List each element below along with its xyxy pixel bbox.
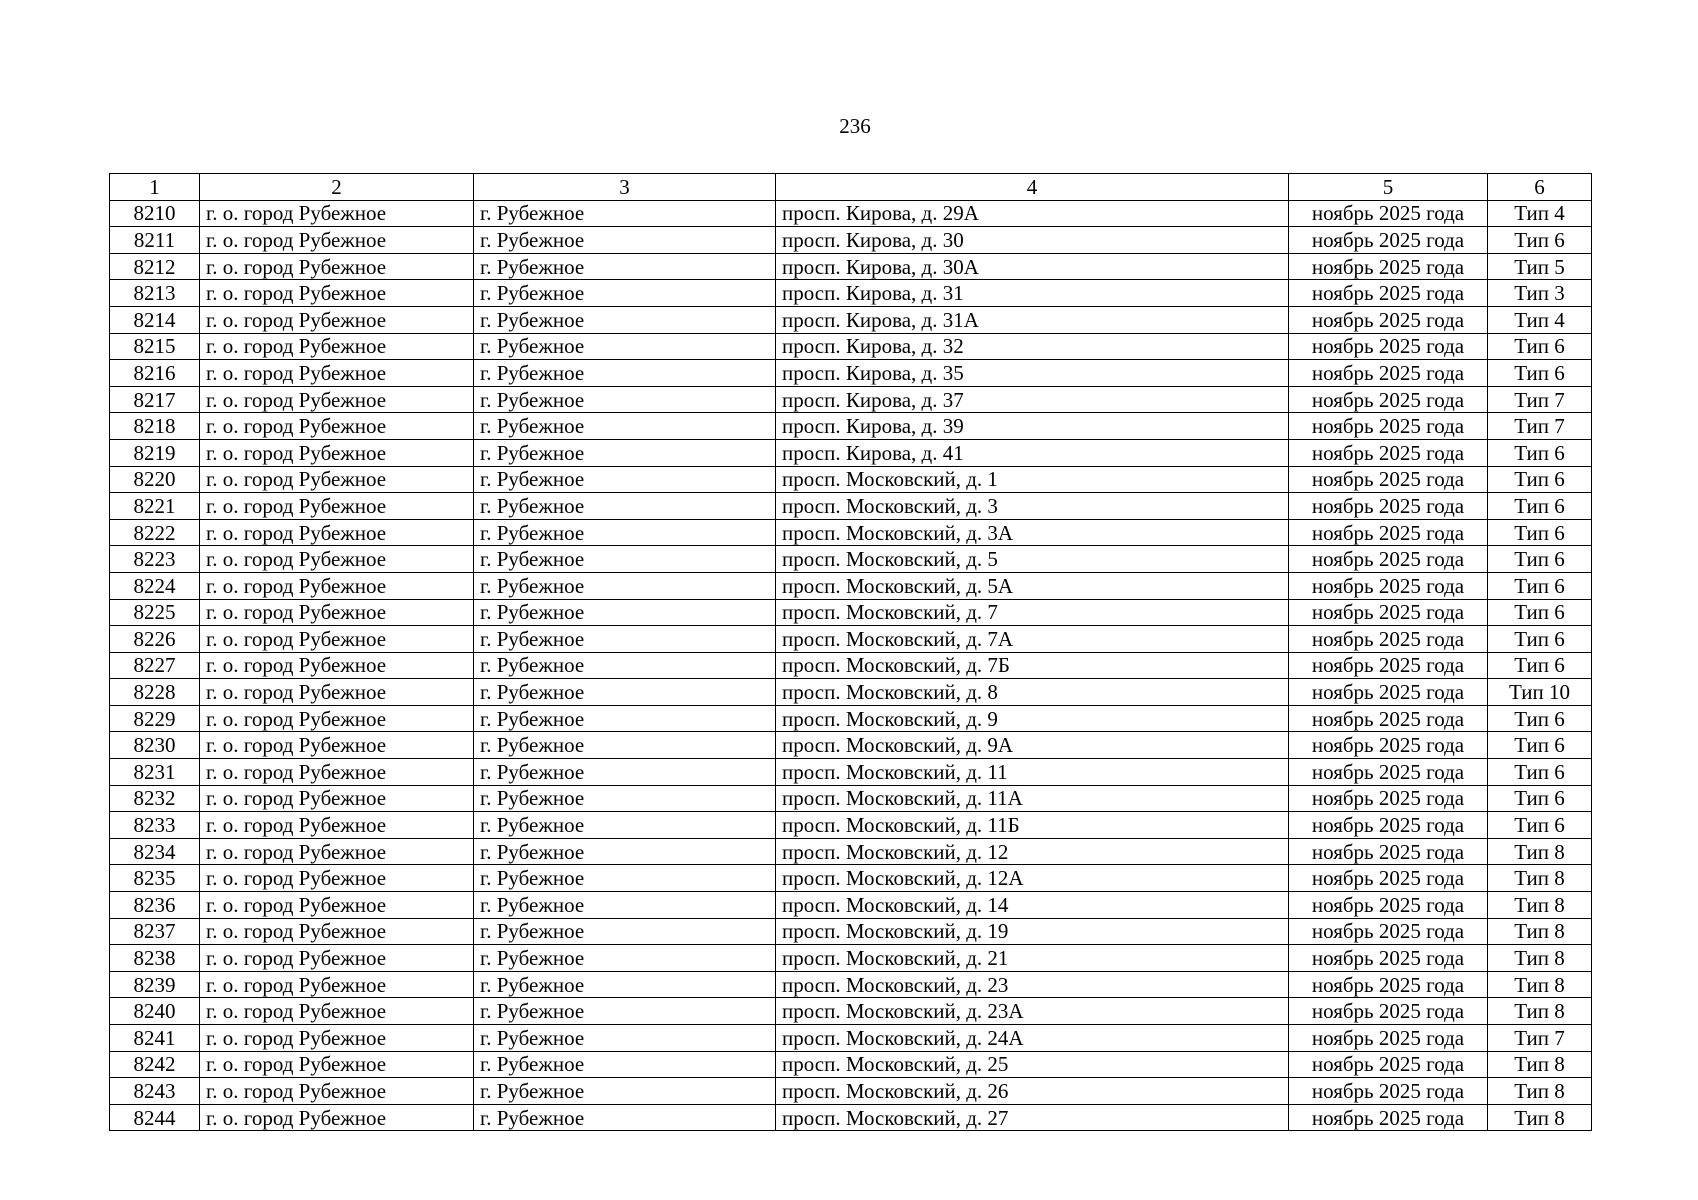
city-cell: г. Рубежное <box>474 519 776 546</box>
city-cell: г. Рубежное <box>474 652 776 679</box>
city-cell: г. Рубежное <box>474 333 776 360</box>
type-cell: Тип 6 <box>1488 812 1592 839</box>
column-header: 1 <box>110 174 200 201</box>
address-cell: просп. Московский, д. 9А <box>776 732 1289 759</box>
district-cell: г. о. город Рубежное <box>200 1078 474 1105</box>
row-number: 8216 <box>110 360 200 387</box>
district-cell: г. о. город Рубежное <box>200 945 474 972</box>
date-cell: ноябрь 2025 года <box>1289 626 1488 653</box>
date-cell: ноябрь 2025 года <box>1289 679 1488 706</box>
date-cell: ноябрь 2025 года <box>1289 413 1488 440</box>
type-cell: Тип 4 <box>1488 306 1592 333</box>
address-cell: просп. Кирова, д. 39 <box>776 413 1289 440</box>
district-cell: г. о. город Рубежное <box>200 413 474 440</box>
table-row <box>110 280 1592 307</box>
address-cell: просп. Московский, д. 11Б <box>776 812 1289 839</box>
type-cell: Тип 8 <box>1488 1104 1592 1131</box>
date-cell: ноябрь 2025 года <box>1289 732 1488 759</box>
register-table <box>109 173 1592 1131</box>
district-cell: г. о. город Рубежное <box>200 253 474 280</box>
table-row <box>110 759 1592 786</box>
city-cell: г. Рубежное <box>474 1051 776 1078</box>
row-number: 8225 <box>110 599 200 626</box>
address-cell: просп. Московский, д. 3 <box>776 493 1289 520</box>
district-cell: г. о. город Рубежное <box>200 1051 474 1078</box>
district-cell: г. о. город Рубежное <box>200 998 474 1025</box>
type-cell: Тип 8 <box>1488 971 1592 998</box>
address-cell: просп. Московский, д. 5А <box>776 572 1289 599</box>
table-row <box>110 918 1592 945</box>
row-number: 8242 <box>110 1051 200 1078</box>
date-cell: ноябрь 2025 года <box>1289 360 1488 387</box>
district-cell: г. о. город Рубежное <box>200 918 474 945</box>
district-cell: г. о. город Рубежное <box>200 227 474 254</box>
district-cell: г. о. город Рубежное <box>200 971 474 998</box>
type-cell: Тип 8 <box>1488 945 1592 972</box>
date-cell: ноябрь 2025 года <box>1289 227 1488 254</box>
address-cell: просп. Кирова, д. 31 <box>776 280 1289 307</box>
row-number: 8243 <box>110 1078 200 1105</box>
table-row <box>110 386 1592 413</box>
district-cell: г. о. город Рубежное <box>200 892 474 919</box>
type-cell: Тип 8 <box>1488 1051 1592 1078</box>
date-cell: ноябрь 2025 года <box>1289 998 1488 1025</box>
city-cell: г. Рубежное <box>474 439 776 466</box>
city-cell: г. Рубежное <box>474 998 776 1025</box>
row-number: 8224 <box>110 572 200 599</box>
table-row <box>110 493 1592 520</box>
type-cell: Тип 6 <box>1488 439 1592 466</box>
row-number: 8218 <box>110 413 200 440</box>
address-cell: просп. Кирова, д. 41 <box>776 439 1289 466</box>
date-cell: ноябрь 2025 года <box>1289 546 1488 573</box>
city-cell: г. Рубежное <box>474 918 776 945</box>
type-cell: Тип 6 <box>1488 466 1592 493</box>
district-cell: г. о. город Рубежное <box>200 838 474 865</box>
table-row <box>110 998 1592 1025</box>
district-cell: г. о. город Рубежное <box>200 812 474 839</box>
date-cell: ноябрь 2025 года <box>1289 785 1488 812</box>
row-number: 8227 <box>110 652 200 679</box>
address-cell: просп. Московский, д. 11А <box>776 785 1289 812</box>
row-number: 8233 <box>110 812 200 839</box>
district-cell: г. о. город Рубежное <box>200 546 474 573</box>
row-number: 8221 <box>110 493 200 520</box>
district-cell: г. о. город Рубежное <box>200 200 474 227</box>
date-cell: ноябрь 2025 года <box>1289 705 1488 732</box>
type-cell: Тип 8 <box>1488 865 1592 892</box>
type-cell: Тип 6 <box>1488 705 1592 732</box>
table-row <box>110 413 1592 440</box>
city-cell: г. Рубежное <box>474 1025 776 1052</box>
city-cell: г. Рубежное <box>474 785 776 812</box>
city-cell: г. Рубежное <box>474 360 776 387</box>
city-cell: г. Рубежное <box>474 1104 776 1131</box>
city-cell: г. Рубежное <box>474 599 776 626</box>
date-cell: ноябрь 2025 года <box>1289 1051 1488 1078</box>
address-cell: просп. Московский, д. 12А <box>776 865 1289 892</box>
city-cell: г. Рубежное <box>474 705 776 732</box>
district-cell: г. о. город Рубежное <box>200 599 474 626</box>
city-cell: г. Рубежное <box>474 759 776 786</box>
row-number: 8239 <box>110 971 200 998</box>
type-cell: Тип 6 <box>1488 360 1592 387</box>
district-cell: г. о. город Рубежное <box>200 1025 474 1052</box>
city-cell: г. Рубежное <box>474 466 776 493</box>
date-cell: ноябрь 2025 года <box>1289 1104 1488 1131</box>
date-cell: ноябрь 2025 года <box>1289 865 1488 892</box>
type-cell: Тип 8 <box>1488 892 1592 919</box>
district-cell: г. о. город Рубежное <box>200 386 474 413</box>
district-cell: г. о. город Рубежное <box>200 785 474 812</box>
city-cell: г. Рубежное <box>474 572 776 599</box>
table-row <box>110 1051 1592 1078</box>
row-number: 8214 <box>110 306 200 333</box>
district-cell: г. о. город Рубежное <box>200 679 474 706</box>
city-cell: г. Рубежное <box>474 253 776 280</box>
district-cell: г. о. город Рубежное <box>200 519 474 546</box>
table-row <box>110 519 1592 546</box>
city-cell: г. Рубежное <box>474 626 776 653</box>
table-row <box>110 599 1592 626</box>
address-cell: просп. Московский, д. 21 <box>776 945 1289 972</box>
type-cell: Тип 6 <box>1488 652 1592 679</box>
type-cell: Тип 3 <box>1488 280 1592 307</box>
type-cell: Тип 6 <box>1488 732 1592 759</box>
city-cell: г. Рубежное <box>474 227 776 254</box>
city-cell: г. Рубежное <box>474 732 776 759</box>
table-row <box>110 466 1592 493</box>
table-row <box>110 705 1592 732</box>
row-number: 8228 <box>110 679 200 706</box>
district-cell: г. о. город Рубежное <box>200 333 474 360</box>
date-cell: ноябрь 2025 года <box>1289 812 1488 839</box>
address-cell: просп. Московский, д. 14 <box>776 892 1289 919</box>
address-cell: просп. Кирова, д. 35 <box>776 360 1289 387</box>
address-cell: просп. Московский, д. 19 <box>776 918 1289 945</box>
district-cell: г. о. город Рубежное <box>200 1104 474 1131</box>
table-row <box>110 1025 1592 1052</box>
city-cell: г. Рубежное <box>474 838 776 865</box>
address-cell: просп. Кирова, д. 31А <box>776 306 1289 333</box>
city-cell: г. Рубежное <box>474 812 776 839</box>
city-cell: г. Рубежное <box>474 865 776 892</box>
date-cell: ноябрь 2025 года <box>1289 333 1488 360</box>
table-row <box>110 971 1592 998</box>
table-row <box>110 679 1592 706</box>
district-cell: г. о. город Рубежное <box>200 439 474 466</box>
row-number: 8223 <box>110 546 200 573</box>
address-cell: просп. Кирова, д. 32 <box>776 333 1289 360</box>
row-number: 8212 <box>110 253 200 280</box>
table-row <box>110 1104 1592 1131</box>
district-cell: г. о. город Рубежное <box>200 652 474 679</box>
district-cell: г. о. город Рубежное <box>200 572 474 599</box>
date-cell: ноябрь 2025 года <box>1289 200 1488 227</box>
row-number: 8238 <box>110 945 200 972</box>
address-cell: просп. Московский, д. 9 <box>776 705 1289 732</box>
row-number: 8235 <box>110 865 200 892</box>
table-row <box>110 812 1592 839</box>
table-row <box>110 360 1592 387</box>
type-cell: Тип 6 <box>1488 626 1592 653</box>
address-cell: просп. Московский, д. 7 <box>776 599 1289 626</box>
city-cell: г. Рубежное <box>474 200 776 227</box>
row-number: 8220 <box>110 466 200 493</box>
address-cell: просп. Московский, д. 26 <box>776 1078 1289 1105</box>
table-row <box>110 306 1592 333</box>
district-cell: г. о. город Рубежное <box>200 732 474 759</box>
district-cell: г. о. город Рубежное <box>200 280 474 307</box>
type-cell: Тип 8 <box>1488 918 1592 945</box>
row-number: 8244 <box>110 1104 200 1131</box>
row-number: 8230 <box>110 732 200 759</box>
district-cell: г. о. город Рубежное <box>200 705 474 732</box>
date-cell: ноябрь 2025 года <box>1289 918 1488 945</box>
row-number: 8210 <box>110 200 200 227</box>
type-cell: Тип 6 <box>1488 546 1592 573</box>
district-cell: г. о. город Рубежное <box>200 626 474 653</box>
city-cell: г. Рубежное <box>474 386 776 413</box>
row-number: 8234 <box>110 838 200 865</box>
address-cell: просп. Московский, д. 7А <box>776 626 1289 653</box>
type-cell: Тип 8 <box>1488 838 1592 865</box>
type-cell: Тип 6 <box>1488 759 1592 786</box>
type-cell: Тип 6 <box>1488 572 1592 599</box>
address-cell: просп. Кирова, д. 29А <box>776 200 1289 227</box>
type-cell: Тип 5 <box>1488 253 1592 280</box>
type-cell: Тип 8 <box>1488 1078 1592 1105</box>
address-cell: просп. Московский, д. 24А <box>776 1025 1289 1052</box>
address-cell: просп. Московский, д. 27 <box>776 1104 1289 1131</box>
city-cell: г. Рубежное <box>474 546 776 573</box>
table-row <box>110 652 1592 679</box>
date-cell: ноябрь 2025 года <box>1289 306 1488 333</box>
row-number: 8219 <box>110 439 200 466</box>
table-row <box>110 785 1592 812</box>
table-row <box>110 838 1592 865</box>
table-row <box>110 572 1592 599</box>
row-number: 8231 <box>110 759 200 786</box>
city-cell: г. Рубежное <box>474 493 776 520</box>
city-cell: г. Рубежное <box>474 1078 776 1105</box>
address-cell: просп. Московский, д. 8 <box>776 679 1289 706</box>
row-number: 8213 <box>110 280 200 307</box>
column-header: 5 <box>1289 174 1488 201</box>
row-number: 8226 <box>110 626 200 653</box>
address-cell: просп. Московский, д. 11 <box>776 759 1289 786</box>
address-cell: просп. Кирова, д. 30А <box>776 253 1289 280</box>
date-cell: ноябрь 2025 года <box>1289 945 1488 972</box>
type-cell: Тип 6 <box>1488 493 1592 520</box>
address-cell: просп. Московский, д. 25 <box>776 1051 1289 1078</box>
row-number: 8240 <box>110 998 200 1025</box>
district-cell: г. о. город Рубежное <box>200 360 474 387</box>
city-cell: г. Рубежное <box>474 892 776 919</box>
type-cell: Тип 6 <box>1488 519 1592 546</box>
type-cell: Тип 7 <box>1488 386 1592 413</box>
date-cell: ноябрь 2025 года <box>1289 280 1488 307</box>
city-cell: г. Рубежное <box>474 945 776 972</box>
table-row <box>110 892 1592 919</box>
header-row <box>110 174 1592 201</box>
row-number: 8237 <box>110 918 200 945</box>
table-row <box>110 333 1592 360</box>
column-header: 3 <box>474 174 776 201</box>
city-cell: г. Рубежное <box>474 280 776 307</box>
date-cell: ноябрь 2025 года <box>1289 1078 1488 1105</box>
date-cell: ноябрь 2025 года <box>1289 971 1488 998</box>
address-cell: просп. Московский, д. 1 <box>776 466 1289 493</box>
address-cell: просп. Кирова, д. 37 <box>776 386 1289 413</box>
date-cell: ноябрь 2025 года <box>1289 386 1488 413</box>
date-cell: ноябрь 2025 года <box>1289 519 1488 546</box>
date-cell: ноябрь 2025 года <box>1289 493 1488 520</box>
type-cell: Тип 6 <box>1488 227 1592 254</box>
table-row <box>110 546 1592 573</box>
city-cell: г. Рубежное <box>474 679 776 706</box>
date-cell: ноябрь 2025 года <box>1289 759 1488 786</box>
address-cell: просп. Кирова, д. 30 <box>776 227 1289 254</box>
column-header: 4 <box>776 174 1289 201</box>
city-cell: г. Рубежное <box>474 413 776 440</box>
table-row <box>110 1078 1592 1105</box>
date-cell: ноябрь 2025 года <box>1289 466 1488 493</box>
address-cell: просп. Московский, д. 7Б <box>776 652 1289 679</box>
district-cell: г. о. город Рубежное <box>200 759 474 786</box>
row-number: 8211 <box>110 227 200 254</box>
type-cell: Тип 6 <box>1488 333 1592 360</box>
address-cell: просп. Московский, д. 23А <box>776 998 1289 1025</box>
table-header <box>110 174 1592 201</box>
date-cell: ноябрь 2025 года <box>1289 652 1488 679</box>
table-row <box>110 439 1592 466</box>
type-cell: Тип 4 <box>1488 200 1592 227</box>
table-body <box>110 200 1592 1131</box>
type-cell: Тип 6 <box>1488 599 1592 626</box>
city-cell: г. Рубежное <box>474 971 776 998</box>
address-cell: просп. Московский, д. 5 <box>776 546 1289 573</box>
page-number: 236 <box>839 114 871 138</box>
date-cell: ноябрь 2025 года <box>1289 892 1488 919</box>
table-row <box>110 865 1592 892</box>
table-row <box>110 626 1592 653</box>
type-cell: Тип 10 <box>1488 679 1592 706</box>
type-cell: Тип 8 <box>1488 998 1592 1025</box>
row-number: 8241 <box>110 1025 200 1052</box>
column-header: 6 <box>1488 174 1592 201</box>
type-cell: Тип 6 <box>1488 785 1592 812</box>
date-cell: ноябрь 2025 года <box>1289 439 1488 466</box>
row-number: 8217 <box>110 386 200 413</box>
address-cell: просп. Московский, д. 23 <box>776 971 1289 998</box>
date-cell: ноябрь 2025 года <box>1289 572 1488 599</box>
table-row <box>110 945 1592 972</box>
table-row <box>110 227 1592 254</box>
row-number: 8236 <box>110 892 200 919</box>
table-row <box>110 732 1592 759</box>
address-cell: просп. Московский, д. 3А <box>776 519 1289 546</box>
district-cell: г. о. город Рубежное <box>200 466 474 493</box>
district-cell: г. о. город Рубежное <box>200 493 474 520</box>
row-number: 8222 <box>110 519 200 546</box>
row-number: 8232 <box>110 785 200 812</box>
city-cell: г. Рубежное <box>474 306 776 333</box>
table-row <box>110 200 1592 227</box>
district-cell: г. о. город Рубежное <box>200 306 474 333</box>
table-row <box>110 253 1592 280</box>
district-cell: г. о. город Рубежное <box>200 865 474 892</box>
column-header: 2 <box>200 174 474 201</box>
date-cell: ноябрь 2025 года <box>1289 253 1488 280</box>
type-cell: Тип 7 <box>1488 413 1592 440</box>
date-cell: ноябрь 2025 года <box>1289 838 1488 865</box>
row-number: 8229 <box>110 705 200 732</box>
address-cell: просп. Московский, д. 12 <box>776 838 1289 865</box>
date-cell: ноябрь 2025 года <box>1289 599 1488 626</box>
type-cell: Тип 7 <box>1488 1025 1592 1052</box>
row-number: 8215 <box>110 333 200 360</box>
date-cell: ноябрь 2025 года <box>1289 1025 1488 1052</box>
